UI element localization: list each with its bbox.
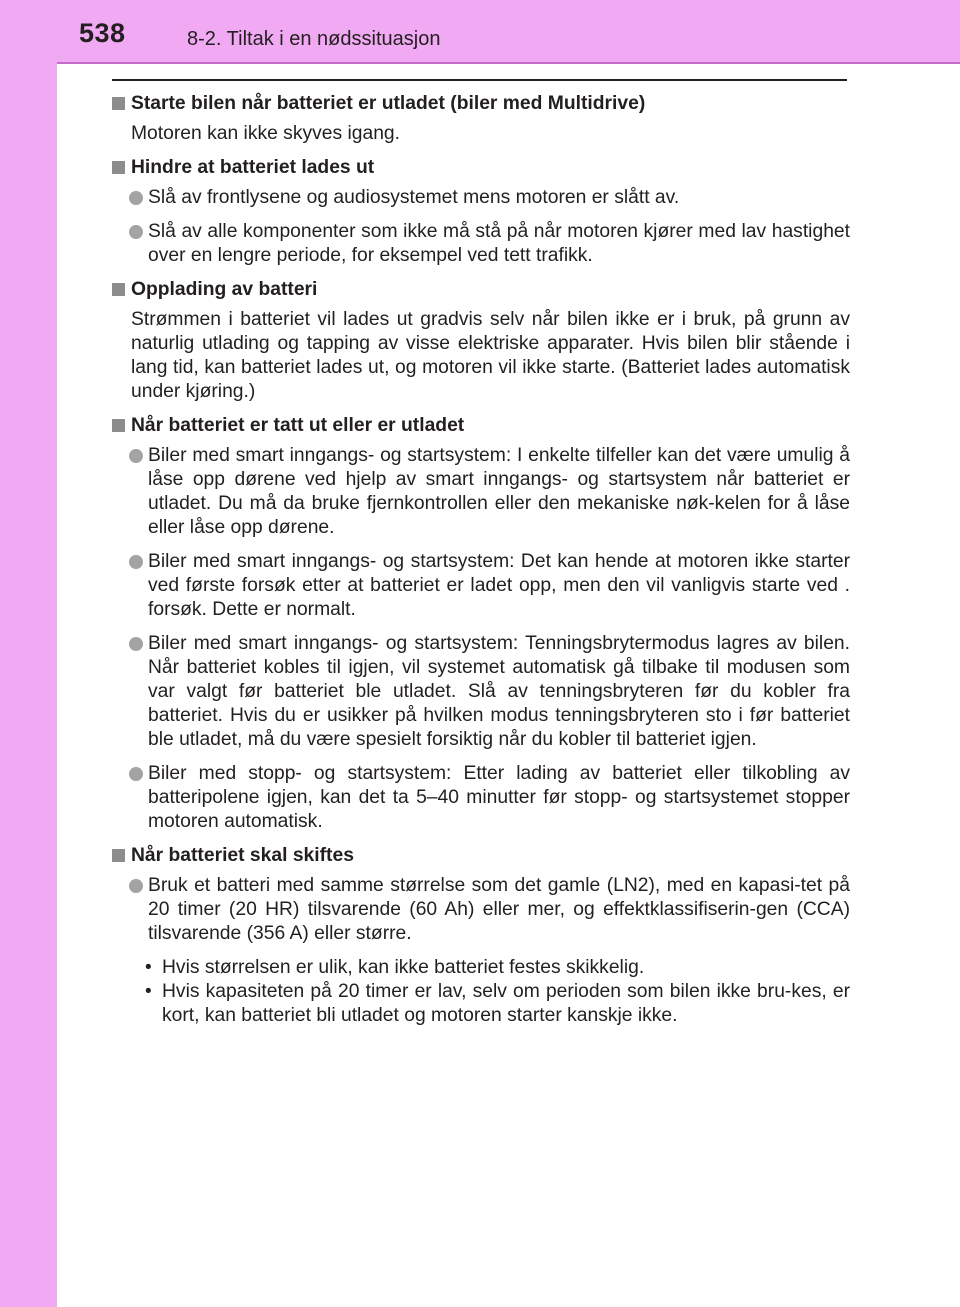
section-heading-text: Når batteriet skal skiftes: [131, 845, 354, 866]
list-item-text: Biler med smart inngangs- og startsystem: I enkelte tilfeller kan det være umulig å låse opp dørene ved hjelp av smart inngangs- og startsystem når batteriet er utladet. Du må da bruke fjernkontrollen eller den mekaniske nøk-kelen for å låse eller låse opp dørene.: [148, 445, 850, 538]
list-item: [112, 220, 850, 268]
top-rule: [112, 79, 847, 81]
small-dot-bullet-icon: •: [145, 957, 152, 978]
list-item: [112, 550, 850, 622]
square-bullet-icon: [112, 161, 125, 174]
circle-bullet-icon: [129, 225, 143, 239]
page-number: 538: [79, 18, 126, 48]
list-item-text: Biler med stopp- og startsystem: Etter lading av batteriet eller tilkobling av batteripolene igjen, kan det ta 5–40 minutter før stopp- og startsystemet stopper motoren automatisk.: [148, 763, 850, 832]
header-band-edge: [57, 62, 960, 64]
list-item: [112, 186, 850, 210]
left-color-band: [0, 0, 57, 1307]
list-item: [112, 874, 850, 946]
sub-list-item: [112, 956, 850, 980]
circle-bullet-icon: [129, 767, 143, 781]
list-item-text: Slå av frontlysene og audiosystemet mens motoren er slått av.: [148, 187, 680, 208]
list-item-text: Bruk et batteri med samme størrelse som det gamle (LN2), med en kapasi-tet på 20 timer (20 HR) tilsvarende (60 Ah) eller mer, og effektklassifiserin-gen (CCA) tilsvarende (356 A) eller større.: [148, 875, 850, 944]
list-item: [112, 444, 850, 540]
list-item-text: Slå av alle komponenter som ikke må stå på når motoren kjører med lav hastighet over en lengre periode, for eksempel ved tett trafikk.: [148, 221, 850, 266]
section-text: Strømmen i batteriet vil lades ut gradvis selv når bilen ikke er i bruk, på grunn av naturlig utlading og tapping av visse elektriske apparater. Hvis bilen blir stående i lang tid, kan batteriet lades ut, og motoren vil ikke starte. (Batteriet lades automatisk under kjøring.): [131, 309, 850, 402]
section-heading: [112, 844, 850, 868]
section-heading: [112, 278, 850, 302]
section-heading: [112, 92, 850, 116]
circle-bullet-icon: [129, 879, 143, 893]
section-heading: [112, 156, 850, 180]
list-item-text: Biler med smart inngangs- og startsystem: Tenningsbrytermodus lagres av bilen. Når batteriet kobles til igjen, vil systemet automatisk gå tilbake til modusen som var valgt før batteriet ble utladet. Slå av tenningsbryteren før du kobler fra batteriet. Hvis du er usikker på hvilken modus tenningsbryteren sto i før batteriet ble utladet, må du være spesielt forsiktig når du kobler til batteriet igjen.: [148, 633, 850, 750]
circle-bullet-icon: [129, 637, 143, 651]
section-text: Motoren kan ikke skyves igang.: [131, 123, 400, 144]
circle-bullet-icon: [129, 191, 143, 205]
page-content: [112, 92, 850, 1028]
list-item-text: Biler med smart inngangs- og startsystem: Det kan hende at motoren ikke starter ved første forsøk etter at batteriet er ladet opp, men den vil vanligvis starte ved . forsøk. Dette er normalt.: [148, 551, 850, 620]
sub-list-item-text: Hvis kapasiteten på 20 timer er lav, selv om perioden som bilen ikke bru-kes, er kort, kan batteriet bli utladet og motoren starter kanskje ikke.: [162, 981, 850, 1026]
section-heading-text: Hindre at batteriet lades ut: [131, 157, 375, 178]
circle-bullet-icon: [129, 449, 143, 463]
section-title: 8-2. Tiltak i en nødssituasjon: [187, 28, 441, 50]
square-bullet-icon: [112, 419, 125, 432]
list-item: [112, 762, 850, 834]
square-bullet-icon: [112, 97, 125, 110]
square-bullet-icon: [112, 849, 125, 862]
list-item: [112, 632, 850, 752]
section-heading-text: Opplading av batteri: [131, 279, 318, 300]
section-heading: [112, 414, 850, 438]
sub-list-item: [112, 980, 850, 1028]
sub-list-item-text: Hvis størrelsen er ulik, kan ikke batteriet festes skikkelig.: [162, 957, 645, 978]
section-heading-text: Starte bilen når batteriet er utladet (biler med Multidrive): [131, 93, 646, 114]
circle-bullet-icon: [129, 555, 143, 569]
small-dot-bullet-icon: •: [145, 981, 152, 1002]
section-heading-text: Når batteriet er tatt ut eller er utladet: [131, 415, 465, 436]
square-bullet-icon: [112, 283, 125, 296]
